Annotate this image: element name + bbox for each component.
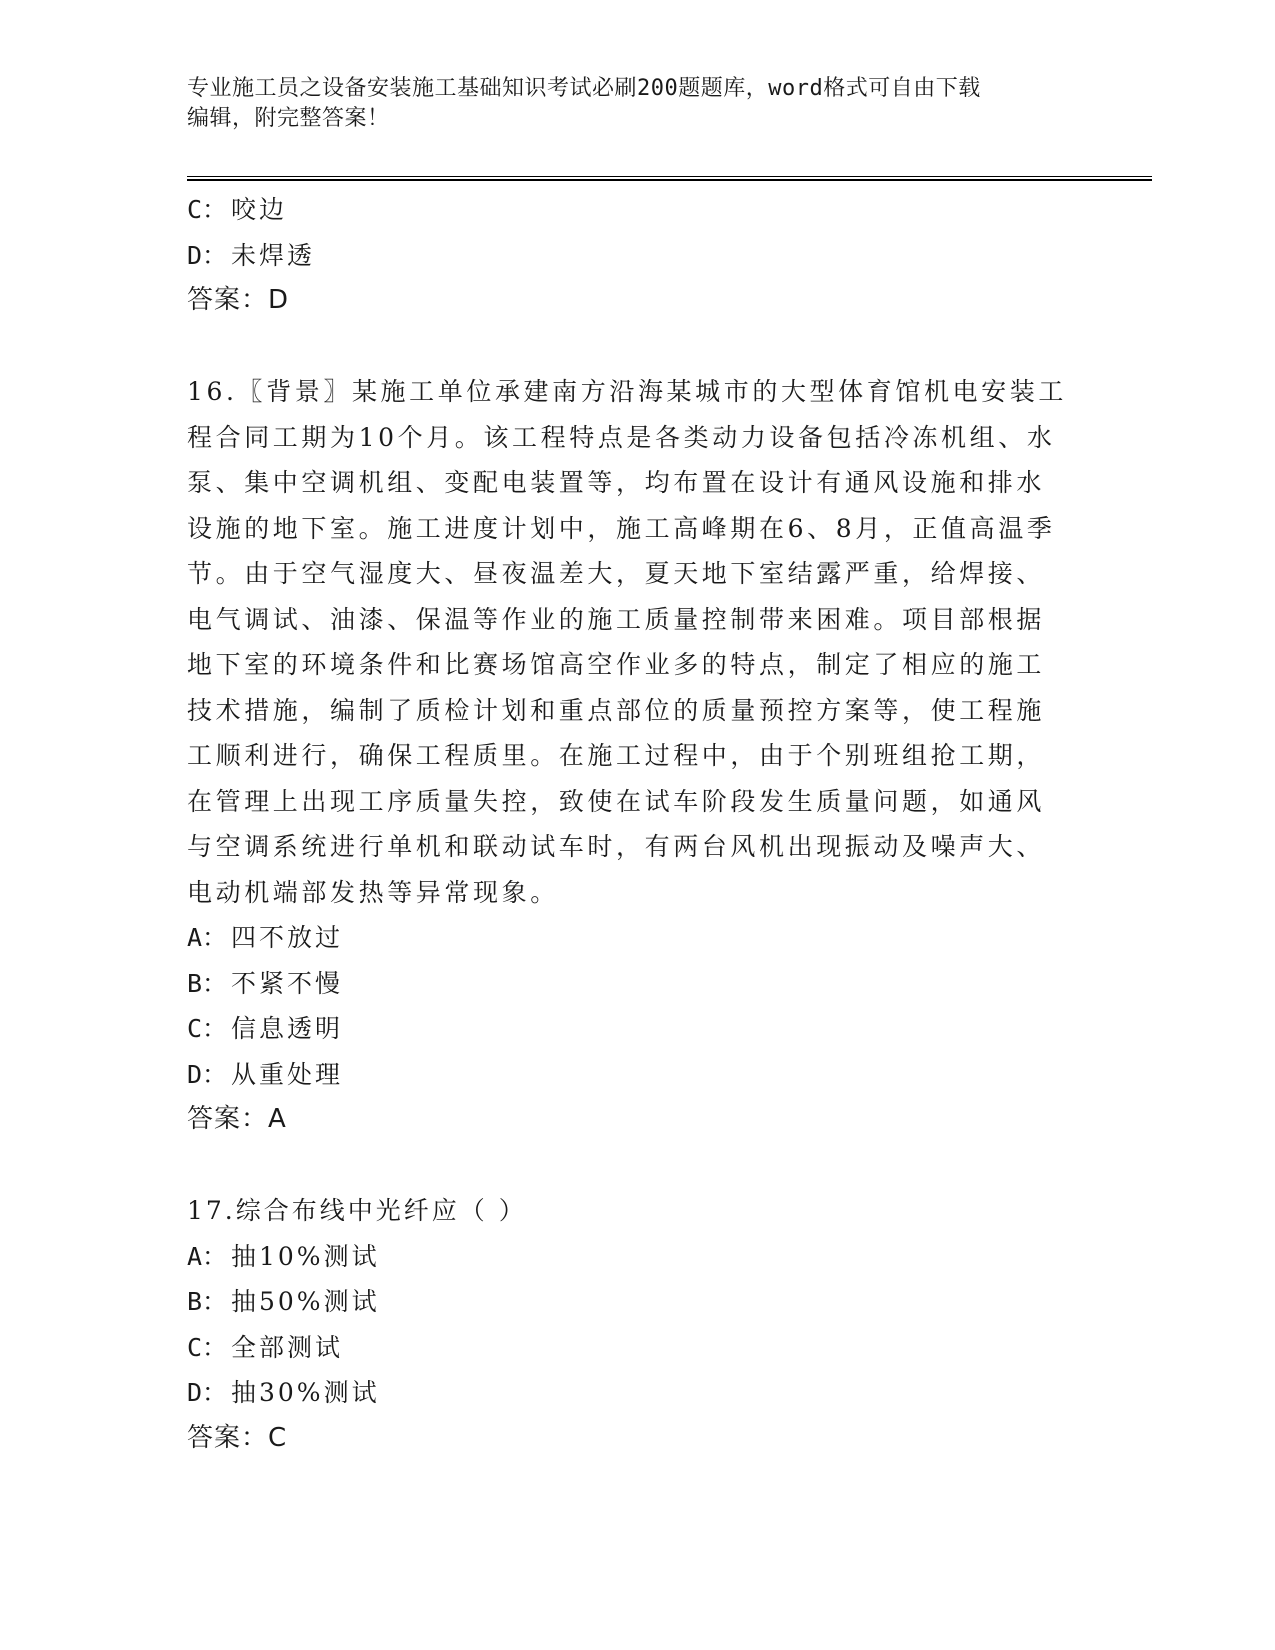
page-header	[187, 74, 1087, 134]
option-text: 全部测试	[231, 1332, 344, 1362]
question-text-line: 技术措施，编制了质检计划和重点部位的质量预控方案等，使工程施	[187, 695, 1046, 725]
option-key: D：	[187, 1378, 228, 1407]
option-text: 不紧不慢	[231, 968, 344, 998]
option-key: B：	[187, 1287, 228, 1316]
question-text-line: 泵、集中空调机组、变配电装置等，均布置在设计有通风设施和排水	[187, 468, 1046, 497]
option-text: 抽30%测试	[231, 1378, 380, 1407]
question-text-line: 节。由于空气湿度大、昼夜温差大，夏天地下室结露严重，给焊接、	[187, 559, 1046, 588]
option-d	[187, 1370, 1087, 1416]
question-text-line: 电气调试、油漆、保温等作业的施工质量控制带来困难。项目部根据	[187, 604, 1046, 634]
question-16	[187, 369, 1087, 1143]
option-a	[187, 1234, 1087, 1280]
option-key: C：	[187, 1014, 228, 1043]
document-body	[187, 187, 1087, 1461]
option-key: D：	[187, 1059, 228, 1089]
question-text-line: 17.综合布线中光纤应（ ）	[187, 1196, 527, 1225]
question-text-line: 设施的地下室。施工进度计划中，施工高峰期在6、8月，正值高温季	[187, 513, 1056, 543]
question-text-line: 电动机端部发热等异常现象。	[187, 877, 559, 907]
question-text-line: 与空调系统进行单机和联动试车时，有两台风机出现振动及噪声大、	[187, 832, 1046, 861]
option-key: C：	[187, 195, 228, 224]
question-text-line: 在管理上出现工序质量失控，致使在试车阶段发生质量问题，如通风	[187, 786, 1046, 816]
option-text: 四不放过	[231, 923, 344, 952]
option-key: D：	[187, 240, 228, 270]
header-line-1: 专业施工员之设备安装施工基础知识考试必刷200题题库，word格式可自由下载	[187, 76, 981, 101]
question-17	[187, 1188, 1087, 1461]
option-key: A：	[187, 923, 228, 952]
option-key: C：	[187, 1332, 228, 1362]
question-15-tail	[187, 187, 1087, 324]
answer-line: 答案：A	[187, 1104, 287, 1134]
question-text-line: 地下室的环境条件和比赛场馆高空作业多的特点，制定了相应的施工	[187, 650, 1046, 679]
option-c	[187, 187, 1087, 233]
option-text: 抽50%测试	[231, 1287, 380, 1316]
option-text: 信息透明	[231, 1014, 344, 1043]
option-c	[187, 1006, 1087, 1052]
question-text-line: 程合同工期为10个月。该工程特点是各类动力设备包括冷冻机组、水	[187, 422, 1056, 452]
spacer	[187, 324, 1087, 370]
header-line-2: 编辑，附完整答案！	[187, 106, 390, 131]
option-key: A：	[187, 1241, 228, 1271]
option-text: 未焊透	[231, 240, 316, 270]
option-text: 咬边	[231, 195, 288, 224]
answer-line: 答案：D	[187, 285, 290, 315]
option-b	[187, 1279, 1087, 1325]
option-c	[187, 1325, 1087, 1371]
answer-line: 答案：C	[187, 1422, 288, 1453]
spacer	[187, 1143, 1087, 1189]
option-d	[187, 1052, 1087, 1098]
header-divider	[187, 176, 1152, 181]
option-d	[187, 233, 1087, 279]
question-text-line: 16.〖背景〗某施工单位承建南方沿海某城市的大型体育馆机电安装工	[187, 377, 1067, 406]
option-key: B：	[187, 968, 228, 998]
option-a	[187, 915, 1087, 961]
question-text-line: 工顺利进行，确保工程质里。在施工过程中，由于个别班组抢工期，	[187, 741, 1046, 770]
option-text: 抽10%测试	[231, 1241, 380, 1271]
option-b	[187, 961, 1087, 1007]
option-text: 从重处理	[231, 1059, 344, 1089]
